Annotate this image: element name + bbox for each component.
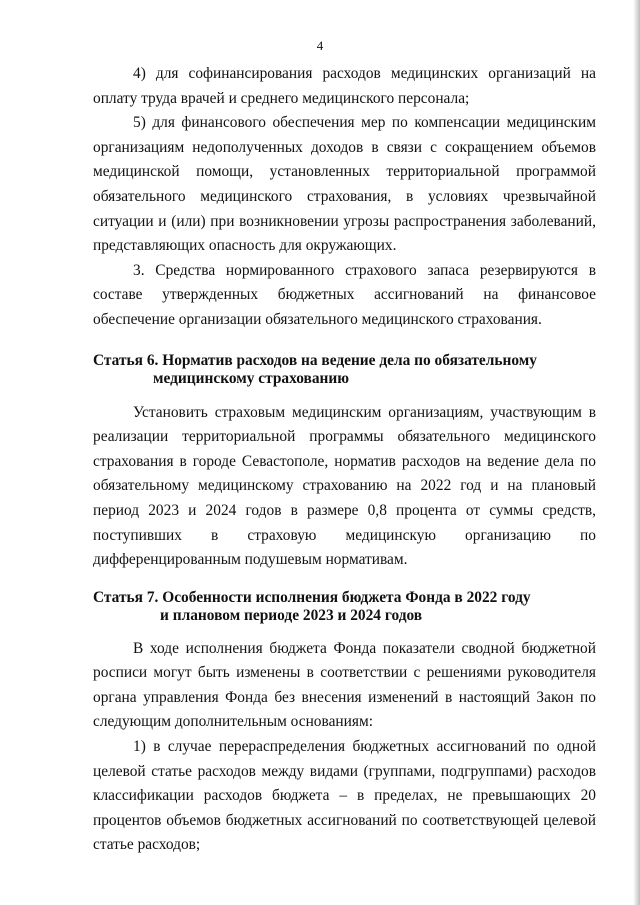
article-7-text: В ходе исполнения бюджета Фонда показатели сводной бюджетной росписи могут быть изменены в соответствии с решениями руководителя органа управления Фонда без внесения изменений в настоящий Закон по следующим дополнительным основаниям: bbox=[93, 639, 596, 731]
article-7-heading bbox=[93, 589, 596, 626]
article-6-heading-line2: медицинскому страхованию bbox=[153, 370, 350, 388]
paragraph-item-5: 5) для финансового обеспечения мер по компенсации медицинским организациям недополученных доходов в связи с сокращением объемов медицинской помощи, установленных территориальной программой обязательного медицинского страхования, в условиях чрезвычайной ситуации и (или) при возникновении угрозы распространения заболеваний, представляющих опасность для окружающих. bbox=[93, 114, 596, 255]
article-6-text: Установить страховым медицинским организациям, участвующим в реализации территориальной программы обязательного медицинского страхования в городе Севастополе, норматив расходов на ведение дела по обязательному медицинскому страхованию на 2022 год и на плановый период 2023 и 2024 годов в размере 0,8 процента от суммы средств, поступивших в страховую медицинскую организацию по дифференцированным подушевым нормативам. bbox=[93, 403, 596, 569]
article-7-heading-line2: и плановом периоде 2023 и 2024 годов bbox=[160, 607, 423, 625]
article-6-heading bbox=[93, 352, 596, 389]
article-7-item-1: 1) в случае перераспределения бюджетных ассигнований по одной целевой статье расходов между видами (группами, подгруппами) расходов классификации расходов бюджета – в пределах, не превышающих 20 процентов объемов бюджетных ассигнований по соответствующей целевой статье расходов; bbox=[93, 738, 596, 854]
article-6-heading-line1: Статья 6. Норматив расходов на ведение дела по обязательному bbox=[93, 351, 537, 369]
scan-edge-shadow bbox=[633, 0, 640, 905]
paragraph-item-4: 4) для софинансирования расходов медицинских организаций на оплату труда врачей и среднего медицинского персонала; bbox=[93, 65, 596, 107]
document-body bbox=[93, 62, 596, 858]
article-7-heading-line1: Статья 7. Особенности исполнения бюджета Фонда в 2022 году bbox=[93, 588, 531, 606]
page-number: 4 bbox=[316, 38, 324, 53]
paragraph-clause-3: 3. Средства нормированного страхового запаса резервируются в составе утвержденных бюджетных ассигнований на финансовое обеспечение организации обязательного медицинского страхования. bbox=[93, 261, 596, 328]
